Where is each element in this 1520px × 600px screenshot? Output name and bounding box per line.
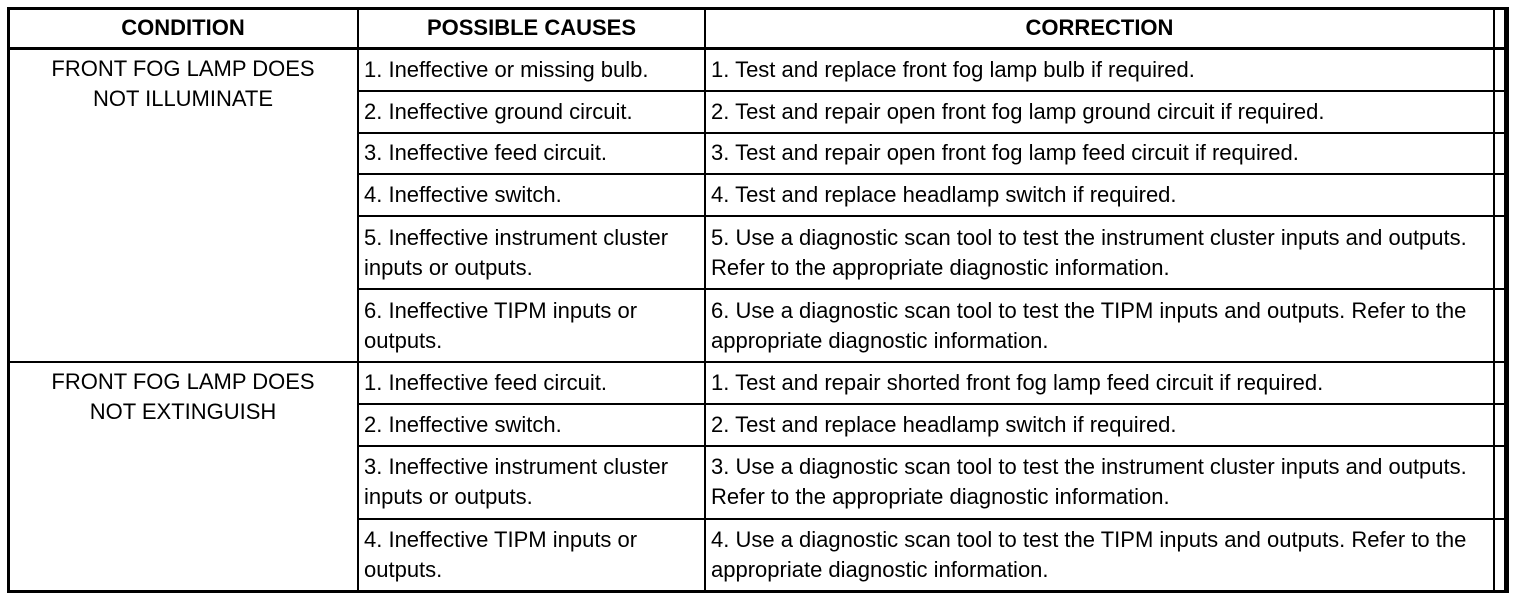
correction-cell: 3. Test and repair open front fog lamp feed circuit if required. xyxy=(705,133,1494,175)
header-possible-causes: POSSIBLE CAUSES xyxy=(358,8,705,49)
condition-line: NOT EXTINGUISH xyxy=(89,399,277,425)
spacer-cell xyxy=(1494,289,1508,362)
header-row xyxy=(8,8,1508,49)
spacer-cell xyxy=(1494,362,1508,404)
cause-cell: 1. Ineffective or missing bulb. xyxy=(358,49,705,91)
correction-cell: 1. Test and replace front fog lamp bulb if required. xyxy=(705,49,1494,91)
table-row xyxy=(8,49,1508,91)
header-spacer xyxy=(1494,8,1508,49)
correction-cell: 4. Test and replace headlamp switch if required. xyxy=(705,174,1494,216)
condition-cell xyxy=(8,362,358,592)
spacer-cell xyxy=(1494,446,1508,519)
header-condition: CONDITION xyxy=(8,8,358,49)
correction-cell: 3. Use a diagnostic scan tool to test the instrument cluster inputs and outputs. Refer to the appropriate diagnostic information. xyxy=(705,446,1494,519)
spacer-cell xyxy=(1494,174,1508,216)
cause-cell: 1. Ineffective feed circuit. xyxy=(358,362,705,404)
spacer-cell xyxy=(1494,216,1508,289)
diagnosis-table-wrapper xyxy=(7,7,1513,593)
condition-line: NOT ILLUMINATE xyxy=(92,86,274,111)
cause-cell: 3. Ineffective feed circuit. xyxy=(358,133,705,175)
spacer-cell xyxy=(1494,91,1508,133)
diagnosis-table xyxy=(7,7,1509,593)
cause-cell: 4. Ineffective TIPM inputs or outputs. xyxy=(358,519,705,592)
cause-cell: 6. Ineffective TIPM inputs or outputs. xyxy=(358,289,705,362)
table-row xyxy=(8,362,1508,404)
condition-line: FRONT FOG LAMP DOES xyxy=(51,56,315,81)
correction-cell: 5. Use a diagnostic scan tool to test the instrument cluster inputs and outputs. Refer to the appropriate diagnostic information. xyxy=(705,216,1494,289)
cause-cell: 5. Ineffective instrument cluster inputs or outputs. xyxy=(358,216,705,289)
correction-cell: 2. Test and replace headlamp switch if required. xyxy=(705,404,1494,446)
correction-cell: 2. Test and repair open front fog lamp ground circuit if required. xyxy=(705,91,1494,133)
condition-line: FRONT FOG LAMP DOES xyxy=(51,369,315,395)
correction-cell: 1. Test and repair shorted front fog lamp feed circuit if required. xyxy=(705,362,1494,404)
spacer-cell xyxy=(1494,49,1508,91)
correction-cell: 6. Use a diagnostic scan tool to test the TIPM inputs and outputs. Refer to the appropriate diagnostic information. xyxy=(705,289,1494,362)
cause-cell: 2. Ineffective ground circuit. xyxy=(358,91,705,133)
cause-cell: 4. Ineffective switch. xyxy=(358,174,705,216)
spacer-cell xyxy=(1494,404,1508,446)
cause-cell: 2. Ineffective switch. xyxy=(358,404,705,446)
header-correction: CORRECTION xyxy=(705,8,1494,49)
cause-cell: 3. Ineffective instrument cluster inputs or outputs. xyxy=(358,446,705,519)
spacer-cell xyxy=(1494,519,1508,592)
spacer-cell xyxy=(1494,133,1508,175)
condition-cell xyxy=(8,49,358,363)
correction-cell: 4. Use a diagnostic scan tool to test the TIPM inputs and outputs. Refer to the appropriate diagnostic information. xyxy=(705,519,1494,592)
